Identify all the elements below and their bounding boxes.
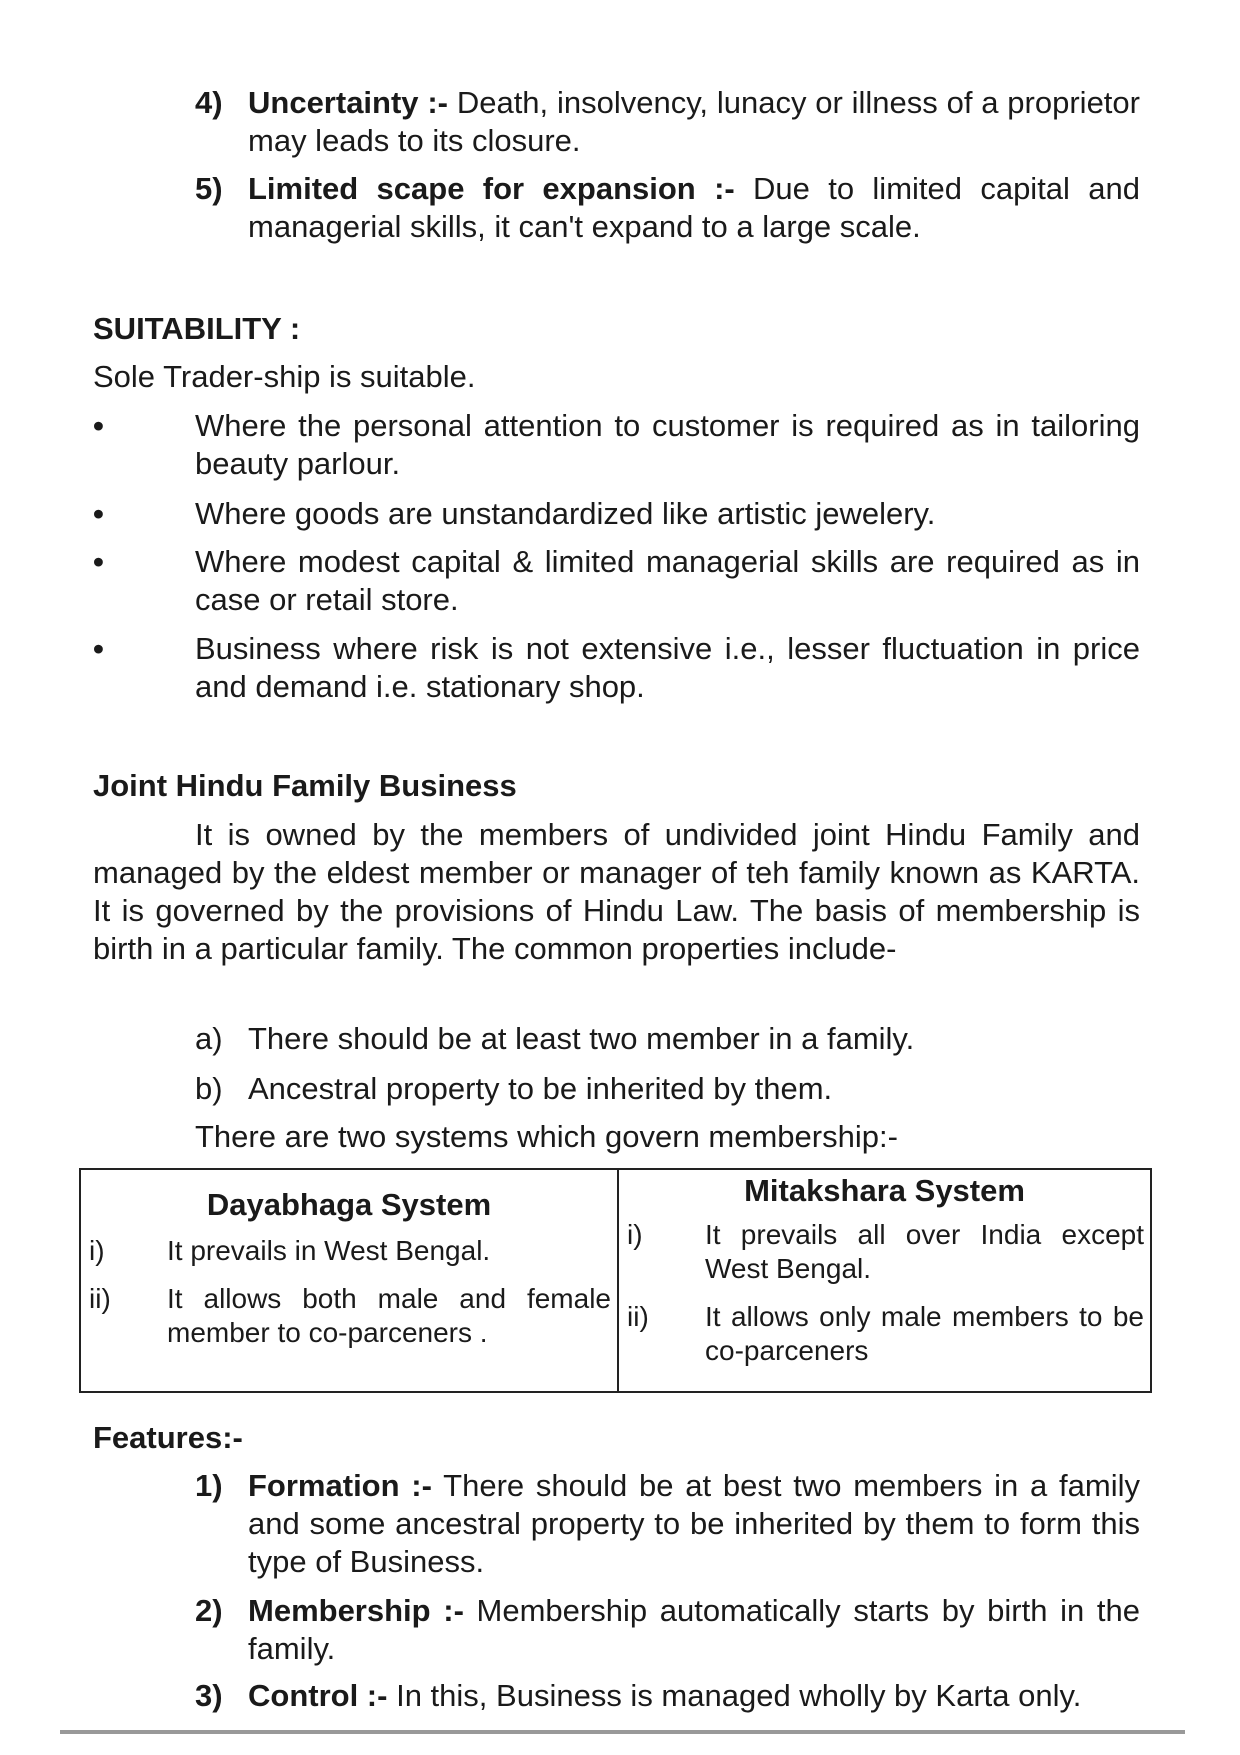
jhfb-list-item: [195, 1070, 1140, 1108]
row-number: i): [89, 1235, 105, 1266]
jhfb-list-item: [195, 1020, 1140, 1058]
item-number: 3): [195, 1678, 223, 1713]
bullet-text: Business where risk is not extensive i.e., lesser fluctuation in price and demand i.e. stationary shop.: [195, 631, 1140, 704]
item-body: [248, 1467, 1140, 1581]
list-item-uncertainty: [195, 84, 1140, 160]
item-text: There should be at least two member in a family.: [248, 1021, 915, 1056]
mitakshara-row: [619, 1300, 1150, 1368]
row-text: It allows only male members to be co-parceners: [705, 1301, 1144, 1366]
list-item-limited-scape: [195, 170, 1140, 246]
features-heading: Features:-: [93, 1420, 243, 1455]
feature-item-control: [195, 1677, 1140, 1715]
suitability-bullet: [93, 630, 1140, 706]
bullet-text: Where goods are unstandardized like artistic jewelery.: [195, 496, 936, 531]
bullet-text: Where modest capital & limited managerial skills are required as in case or retail store.: [195, 544, 1140, 617]
dayabhaga-row: [81, 1234, 617, 1268]
item-number: 2): [195, 1593, 223, 1628]
row-number: ii): [627, 1301, 649, 1332]
item-number: 5): [195, 171, 223, 206]
item-text: Due to limited capital and managerial skills, it can't expand to a large scale.: [248, 171, 1140, 244]
bullet-icon: •: [93, 544, 104, 579]
row-text: It prevails all over India except West Bengal.: [705, 1219, 1144, 1284]
item-term: Uncertainty :-: [248, 85, 449, 120]
dayabhaga-row: [81, 1282, 617, 1350]
feature-item-membership: [195, 1592, 1140, 1668]
item-term: Limited scape for expansion :-: [248, 171, 735, 206]
jhfb-heading: Joint Hindu Family Business: [93, 768, 517, 803]
item-letter: b): [195, 1071, 223, 1106]
dayabhaga-title: Dayabhaga System: [206, 1187, 492, 1222]
row-number: ii): [89, 1283, 111, 1314]
item-text: In this, Business is managed wholly by Karta only.: [396, 1678, 1082, 1713]
row-text: It prevails in West Bengal.: [167, 1235, 491, 1266]
mitakshara-row: [619, 1218, 1150, 1286]
item-number: 4): [195, 85, 223, 120]
item-term: Formation :-: [248, 1468, 432, 1503]
item-body: [248, 1592, 1140, 1668]
item-body: [248, 1677, 1140, 1715]
suitability-bullet: [93, 543, 1140, 619]
item-letter: a): [195, 1021, 223, 1056]
bullet-text: Where the personal attention to customer is required as in tailoring beauty parlour.: [195, 408, 1140, 481]
bottom-divider: [60, 1730, 1185, 1734]
systems-intro: There are two systems which govern membership:-: [195, 1119, 898, 1154]
suitability-intro: Sole Trader-ship is suitable.: [93, 359, 476, 394]
suitability-heading: SUITABILITY :: [93, 311, 301, 346]
item-text: Ancestral property to be inherited by them.: [248, 1071, 833, 1106]
suitability-bullet: [93, 495, 1140, 533]
feature-item-formation: [195, 1467, 1140, 1581]
suitability-bullet: [93, 407, 1140, 483]
systems-table: [79, 1168, 1152, 1393]
item-term: Membership :-: [248, 1593, 464, 1628]
jhfb-paragraph: It is owned by the members of undivided joint Hindu Family and managed by the eldest member or manager of teh family known as KARTA. It is governed by the provisions of Hindu Law. The basis of membership is birth in a particular family. The common properties include-: [93, 817, 1140, 966]
item-text: Death, insolvency, lunacy or illness of a proprietor may leads to its closure.: [248, 85, 1140, 158]
bullet-icon: •: [93, 496, 104, 531]
dayabhaga-column: [80, 1169, 618, 1392]
item-body: [248, 84, 1140, 160]
bullet-icon: •: [93, 631, 104, 666]
row-text: It allows both male and female member to co-parceners .: [167, 1283, 611, 1348]
mitakshara-title: Mitakshara System: [744, 1173, 1025, 1208]
item-text: There should be at best two members in a family and some ancestral property to be inherited by them to form this type of Business.: [248, 1468, 1140, 1579]
item-text: Membership automatically starts by birth in the family.: [248, 1593, 1140, 1666]
bullet-icon: •: [93, 408, 104, 443]
item-body: [248, 170, 1140, 246]
row-number: i): [627, 1219, 643, 1250]
mitakshara-column: [618, 1169, 1151, 1392]
item-term: Control :-: [248, 1678, 388, 1713]
item-number: 1): [195, 1468, 223, 1503]
